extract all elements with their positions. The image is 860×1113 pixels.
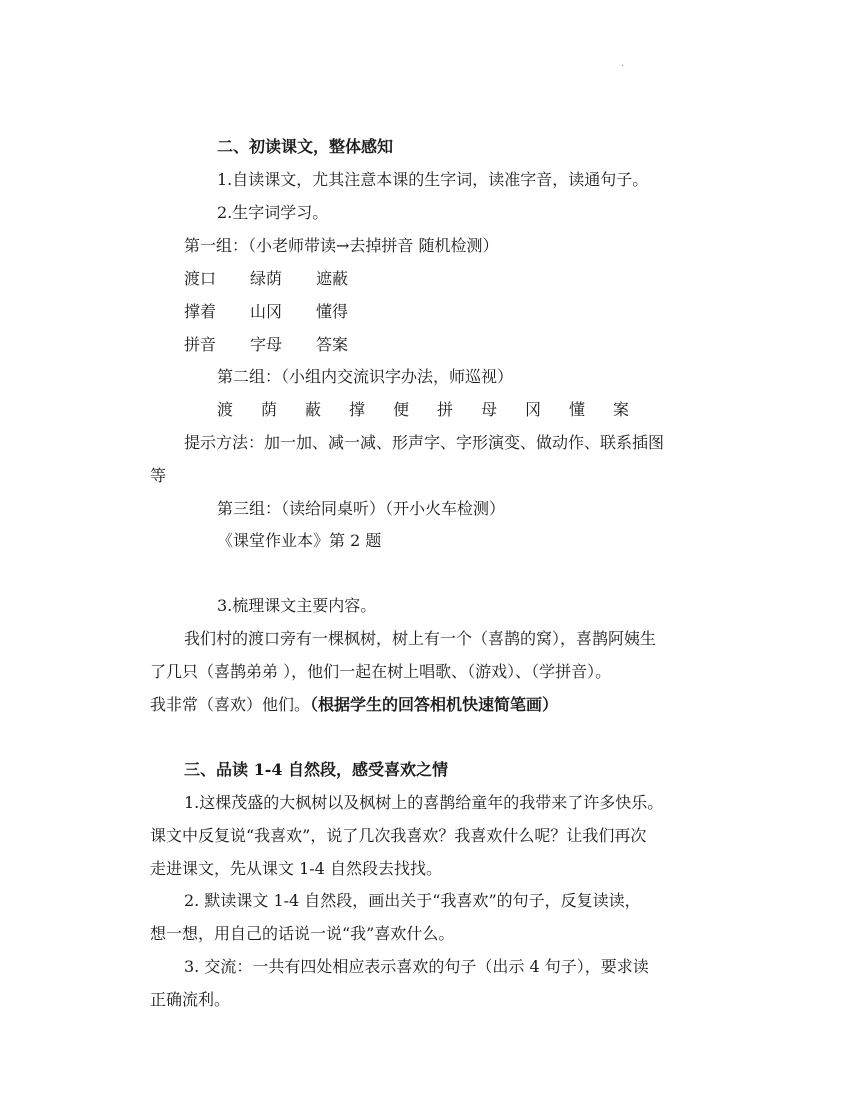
word-cell: 拼音 xyxy=(184,335,217,354)
workbook-note: 《课堂作业本》第 2 题 xyxy=(217,531,382,550)
word-cell: 渡口 xyxy=(184,269,217,288)
summary-line-2: 了几只（喜鹊弟弟 ），他们一起在树上唱歌、（游戏）、（学拼音）。 xyxy=(150,662,612,681)
s3-p2-line-2: 想一想，用自己的话说一说“我”喜欢什么。 xyxy=(150,924,455,943)
word-cell: 撑着 xyxy=(184,302,217,321)
char-cell: 渡 xyxy=(217,400,234,419)
group-1-label: 第一组：（小老师带读→去掉拼音 随机检测） xyxy=(184,236,499,255)
hint-line-2: 等 xyxy=(150,466,167,485)
summary-text: 我非常（喜欢）他们。 xyxy=(150,695,311,714)
char-cell: 懂 xyxy=(569,400,586,419)
header-mark: . xyxy=(621,58,625,69)
word-cell: 字母 xyxy=(250,335,283,354)
s2-paragraph-3: 3.梳理课文主要内容。 xyxy=(217,596,377,615)
char-cell: 冈 xyxy=(525,400,542,419)
word-cell: 懂得 xyxy=(316,302,349,321)
char-cell: 荫 xyxy=(261,400,278,419)
section-3-heading: 三、品读 1-4 自然段，感受喜欢之情 xyxy=(184,760,449,779)
hint-line-1: 提示方法：加一加、减一减、形声字、字形演变、做动作、联系插图 xyxy=(184,433,665,452)
char-cell: 拼 xyxy=(437,400,454,419)
summary-bold-note: （根据学生的回答相机快速简笔画） xyxy=(310,695,559,714)
summary-line-1: 我们村的渡口旁有一棵枫树，树上有一个（喜鹊的窝），喜鹊阿姨生 xyxy=(184,629,657,648)
word-cell: 绿荫 xyxy=(250,269,283,288)
s3-p1-line-3: 走进课文，先从课文 1-4 自然段去找找。 xyxy=(150,859,442,878)
s3-p3-line-2: 正确流利。 xyxy=(150,990,231,1009)
char-cell: 便 xyxy=(393,400,410,419)
char-cell: 母 xyxy=(481,400,498,419)
s2-paragraph-1: 1.自读课文，尤其注意本课的生字词，读准字音，读通句子。 xyxy=(217,170,649,189)
char-cell: 撑 xyxy=(349,400,366,419)
s3-p3-line-1: 3. 交流：一共有四处相应表示喜欢的句子（出示 4 句子），要求读 xyxy=(184,957,649,976)
s3-p2-line-1: 2. 默读课文 1-4 自然段，画出关于“我喜欢”的句子，反复读读， xyxy=(184,891,641,910)
group-3-label: 第三组：（读给同桌听）（开小火车检测） xyxy=(217,499,506,518)
section-2-heading: 二、初读课文，整体感知 xyxy=(217,137,394,156)
summary-line-3 xyxy=(150,695,558,715)
group-2-label: 第二组：（小组内交流识字办法，师巡视） xyxy=(217,367,514,386)
s3-p1-line-1: 1.这棵茂盛的大枫树以及枫树上的喜鹊给童年的我带来了许多快乐。 xyxy=(184,793,664,812)
word-cell: 答案 xyxy=(316,335,349,354)
word-cell: 山冈 xyxy=(250,302,283,321)
word-cell: 遮蔽 xyxy=(316,269,349,288)
char-cell: 案 xyxy=(613,400,630,419)
s2-paragraph-2: 2.生字词学习。 xyxy=(217,203,329,222)
char-cell: 蔽 xyxy=(305,400,322,419)
s3-p1-line-2: 课文中反复说“我喜欢”，说了几次我喜欢？我喜欢什么呢？让我们再次 xyxy=(150,826,647,845)
